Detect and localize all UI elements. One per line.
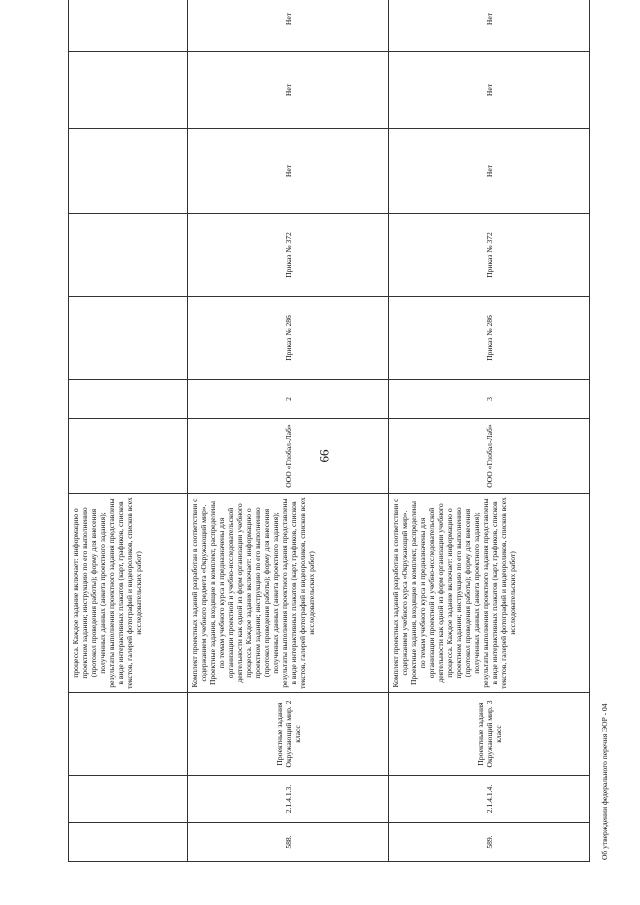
table-row-continuation	[69, 0, 188, 862]
cell-flag-3: Нет	[389, 0, 590, 52]
register-table-sheet	[68, 2, 578, 862]
cell-name: Проектные задания Окружающий мир. 2 класс	[188, 693, 389, 776]
cell-flag-2: Нет	[389, 52, 590, 129]
cell-name: Проектные задания Окружающий мир. 3 класс	[389, 693, 590, 776]
cell-num: 589.	[389, 823, 590, 862]
cell-flag-2: Нет	[188, 52, 389, 129]
cell-flag-1: Нет	[188, 129, 389, 214]
table-row	[188, 0, 389, 862]
cell-code: 2.1.4.1.3.	[188, 776, 389, 823]
cell-flag-3: Нет	[188, 0, 389, 52]
cell-name	[69, 693, 188, 776]
cell-code: 2.1.4.1.4.	[389, 776, 590, 823]
cell-publisher: ООО «Глобал-Лаб»	[188, 419, 389, 494]
cell-order-2: Приказ № 372	[389, 214, 590, 297]
cell-order-2: Приказ № 372	[188, 214, 389, 297]
cell-num	[69, 823, 188, 862]
cell-order-1: Приказ № 286	[389, 297, 590, 380]
cell-flag-3	[69, 0, 188, 52]
cell-publisher	[69, 419, 188, 494]
cell-description: Комплект проектных заданий разработан в соответствии с содержанием учебного предмета «Окружающий мир». Проектные задания, входящие в комплект, распределены по темам учебного курса и предназначены для организации проектной и учебно-исследовательской деятельности как одной из форм организации учебного процесса. Каждое задание включает: информацию о проектном задании; инструкцию по его выполнению (протокол проведения работы); форму для внесения полученных данных (анкета проектного задания); результаты выполнения проектного задания представлены в виде интерактивных плакатов (карт, графиков, списков текстов, галерей фотографий и видеороликов, списков всех исследовательских работ)	[188, 494, 389, 693]
page-number: 66	[316, 449, 332, 463]
cell-flag-1	[69, 129, 188, 214]
table-row	[389, 0, 590, 862]
cell-flag-2	[69, 52, 188, 129]
cell-edition	[69, 380, 188, 419]
cell-order-2	[69, 214, 188, 297]
cell-description: Комплект проектных заданий разработан в соответствии с содержанием учебного курса «Окружающий мир». Проектные задания, входящие в комплект, распределены по темам учебного курса и предназначены для организации проектной и учебно-исследовательской деятельности как одной из форм организации учебного процесса. Каждое задание включает: информацию о проектном задании; инструкцию по его выполнению (протокол проведения работы); форму для внесения полученных данных (анкета проектного задания); результаты выполнения проектного задания представлены в виде интерактивных плакатов (карт, графиков, списков текстов, галерей фотографий и видеороликов, списков всех исследовательских работ)	[389, 494, 590, 693]
cell-flag-1: Нет	[389, 129, 590, 214]
cell-edition: 3	[389, 380, 590, 419]
cell-order-1: Приказ № 286	[188, 297, 389, 380]
document-footer: Об утверждении федерального перечня ЭОР - 04	[600, 703, 609, 860]
register-table	[68, 0, 590, 862]
cell-description: процесса. Каждое задание включает: информацию о проектном задании; инструкцию по его выполнению (протокол проведения работы); форму для внесения полученных данных (анкета проектного задания); результаты выполнения проектного задания представлены в виде интерактивных плакатов (карт, графиков, списков текстов, галерей фотографий и видеороликов, списков всех исследовательских работ)	[69, 494, 188, 693]
cell-num: 588.	[188, 823, 389, 862]
cell-edition: 2	[188, 380, 389, 419]
cell-order-1	[69, 297, 188, 380]
cell-code	[69, 776, 188, 823]
cell-publisher: ООО «Глобал-Лаб»	[389, 419, 590, 494]
